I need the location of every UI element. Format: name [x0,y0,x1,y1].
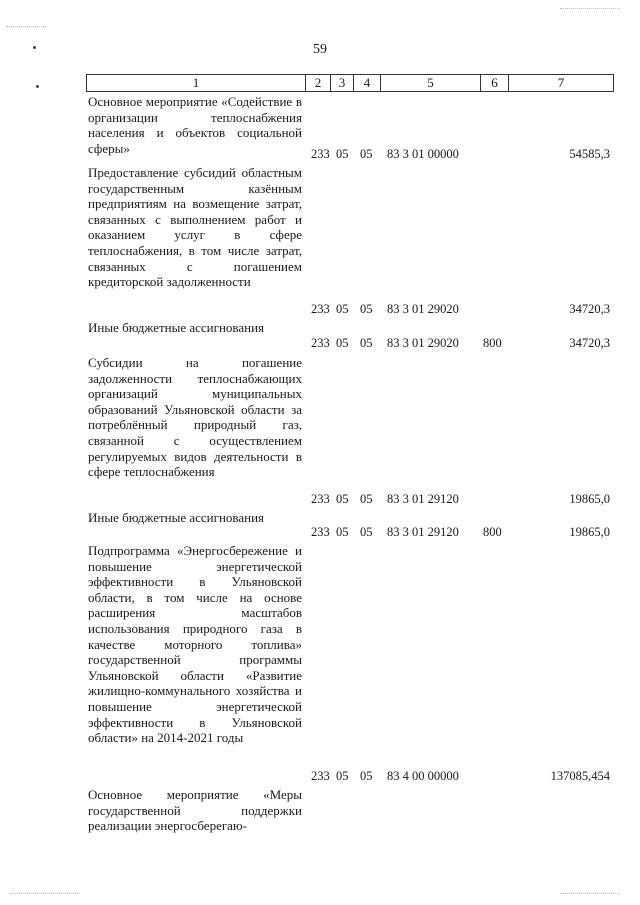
row-description: Предоставление субсидий областным государственным казённым предприятиям на возмещение затрат, связанных с выполнением работ и оказанием услуг в сфере теплоснабжения, в том числе затрат, связанных с погашением кредиторской задолженности [88,165,302,290]
row-code-subsection: 05 [360,147,373,161]
scan-speck [36,85,39,88]
row-code-section: 05 [336,492,349,506]
scan-edge-mark [6,26,46,27]
row-code-ministry: 233 [311,302,330,316]
row-code-subsection: 05 [360,336,373,350]
row-code-subsection: 05 [360,492,373,506]
row-description: Субсидии на погашение задолженности теплоснабжающих организаций муниципальных образований Ульяновской области за потреблённый природный газ, связанной с осуществлением регулируемых видов деятельности в сфере теплоснабжения [88,355,302,480]
header-col-5: 5 [380,74,481,92]
row-amount: 19865,0 [569,492,610,506]
row-code-ministry: 233 [311,336,330,350]
row-description: Иные бюджетные ассигнования [88,510,265,525]
scan-edge-mark [10,893,80,894]
row-code-expense-type: 800 [483,336,502,350]
row-description: Основное мероприятие «Содействие в организации теплоснабжения населения и объектов социальной сферы» [88,94,302,156]
scan-edge-mark [560,893,620,894]
header-col-2: 2 [305,74,331,92]
row-code-section: 05 [336,147,349,161]
row-amount: 54585,3 [569,147,610,161]
row-code-section: 05 [336,769,349,783]
row-amount: 34720,3 [569,336,610,350]
row-description: Иные бюджетные ассигнования [88,320,265,335]
row-code-target: 83 3 01 29020 [387,336,459,350]
scan-edge-mark [560,8,620,9]
row-code-subsection: 05 [360,525,373,539]
row-code-ministry: 233 [311,492,330,506]
row-amount: 137085,454 [550,769,610,783]
row-amount: 34720,3 [569,302,610,316]
row-code-target: 83 3 01 29120 [387,525,459,539]
row-code-ministry: 233 [311,525,330,539]
header-col-7: 7 [508,74,614,92]
row-description: Подпрограмма «Энергосбережение и повышение энергетической эффективности в Ульяновской области, в том числе на основе расширения масштабов использования природного газа в качестве моторного топлива» государственной программы Ульяновской области «Развитие жилищно-коммунального хозяйства и повышение энергетической эффективности в Ульяновской области» на 2014-2021 годы [88,543,302,746]
row-code-subsection: 05 [360,302,373,316]
row-code-section: 05 [336,525,349,539]
row-code-section: 05 [336,336,349,350]
header-col-4: 4 [353,74,381,92]
row-amount: 19865,0 [569,525,610,539]
row-code-subsection: 05 [360,769,373,783]
row-code-section: 05 [336,302,349,316]
page-number: 59 [313,42,327,57]
row-code-ministry: 233 [311,147,330,161]
header-col-6: 6 [480,74,509,92]
row-code-target: 83 4 00 00000 [387,769,459,783]
row-code-expense-type: 800 [483,525,502,539]
row-code-target: 83 3 01 29120 [387,492,459,506]
row-description: Основное мероприятие «Меры государственной поддержки реализации энергосберегаю- [88,787,302,834]
row-code-ministry: 233 [311,769,330,783]
header-col-3: 3 [330,74,354,92]
header-col-1: 1 [86,74,306,92]
row-code-target: 83 3 01 00000 [387,147,459,161]
row-code-target: 83 3 01 29020 [387,302,459,316]
